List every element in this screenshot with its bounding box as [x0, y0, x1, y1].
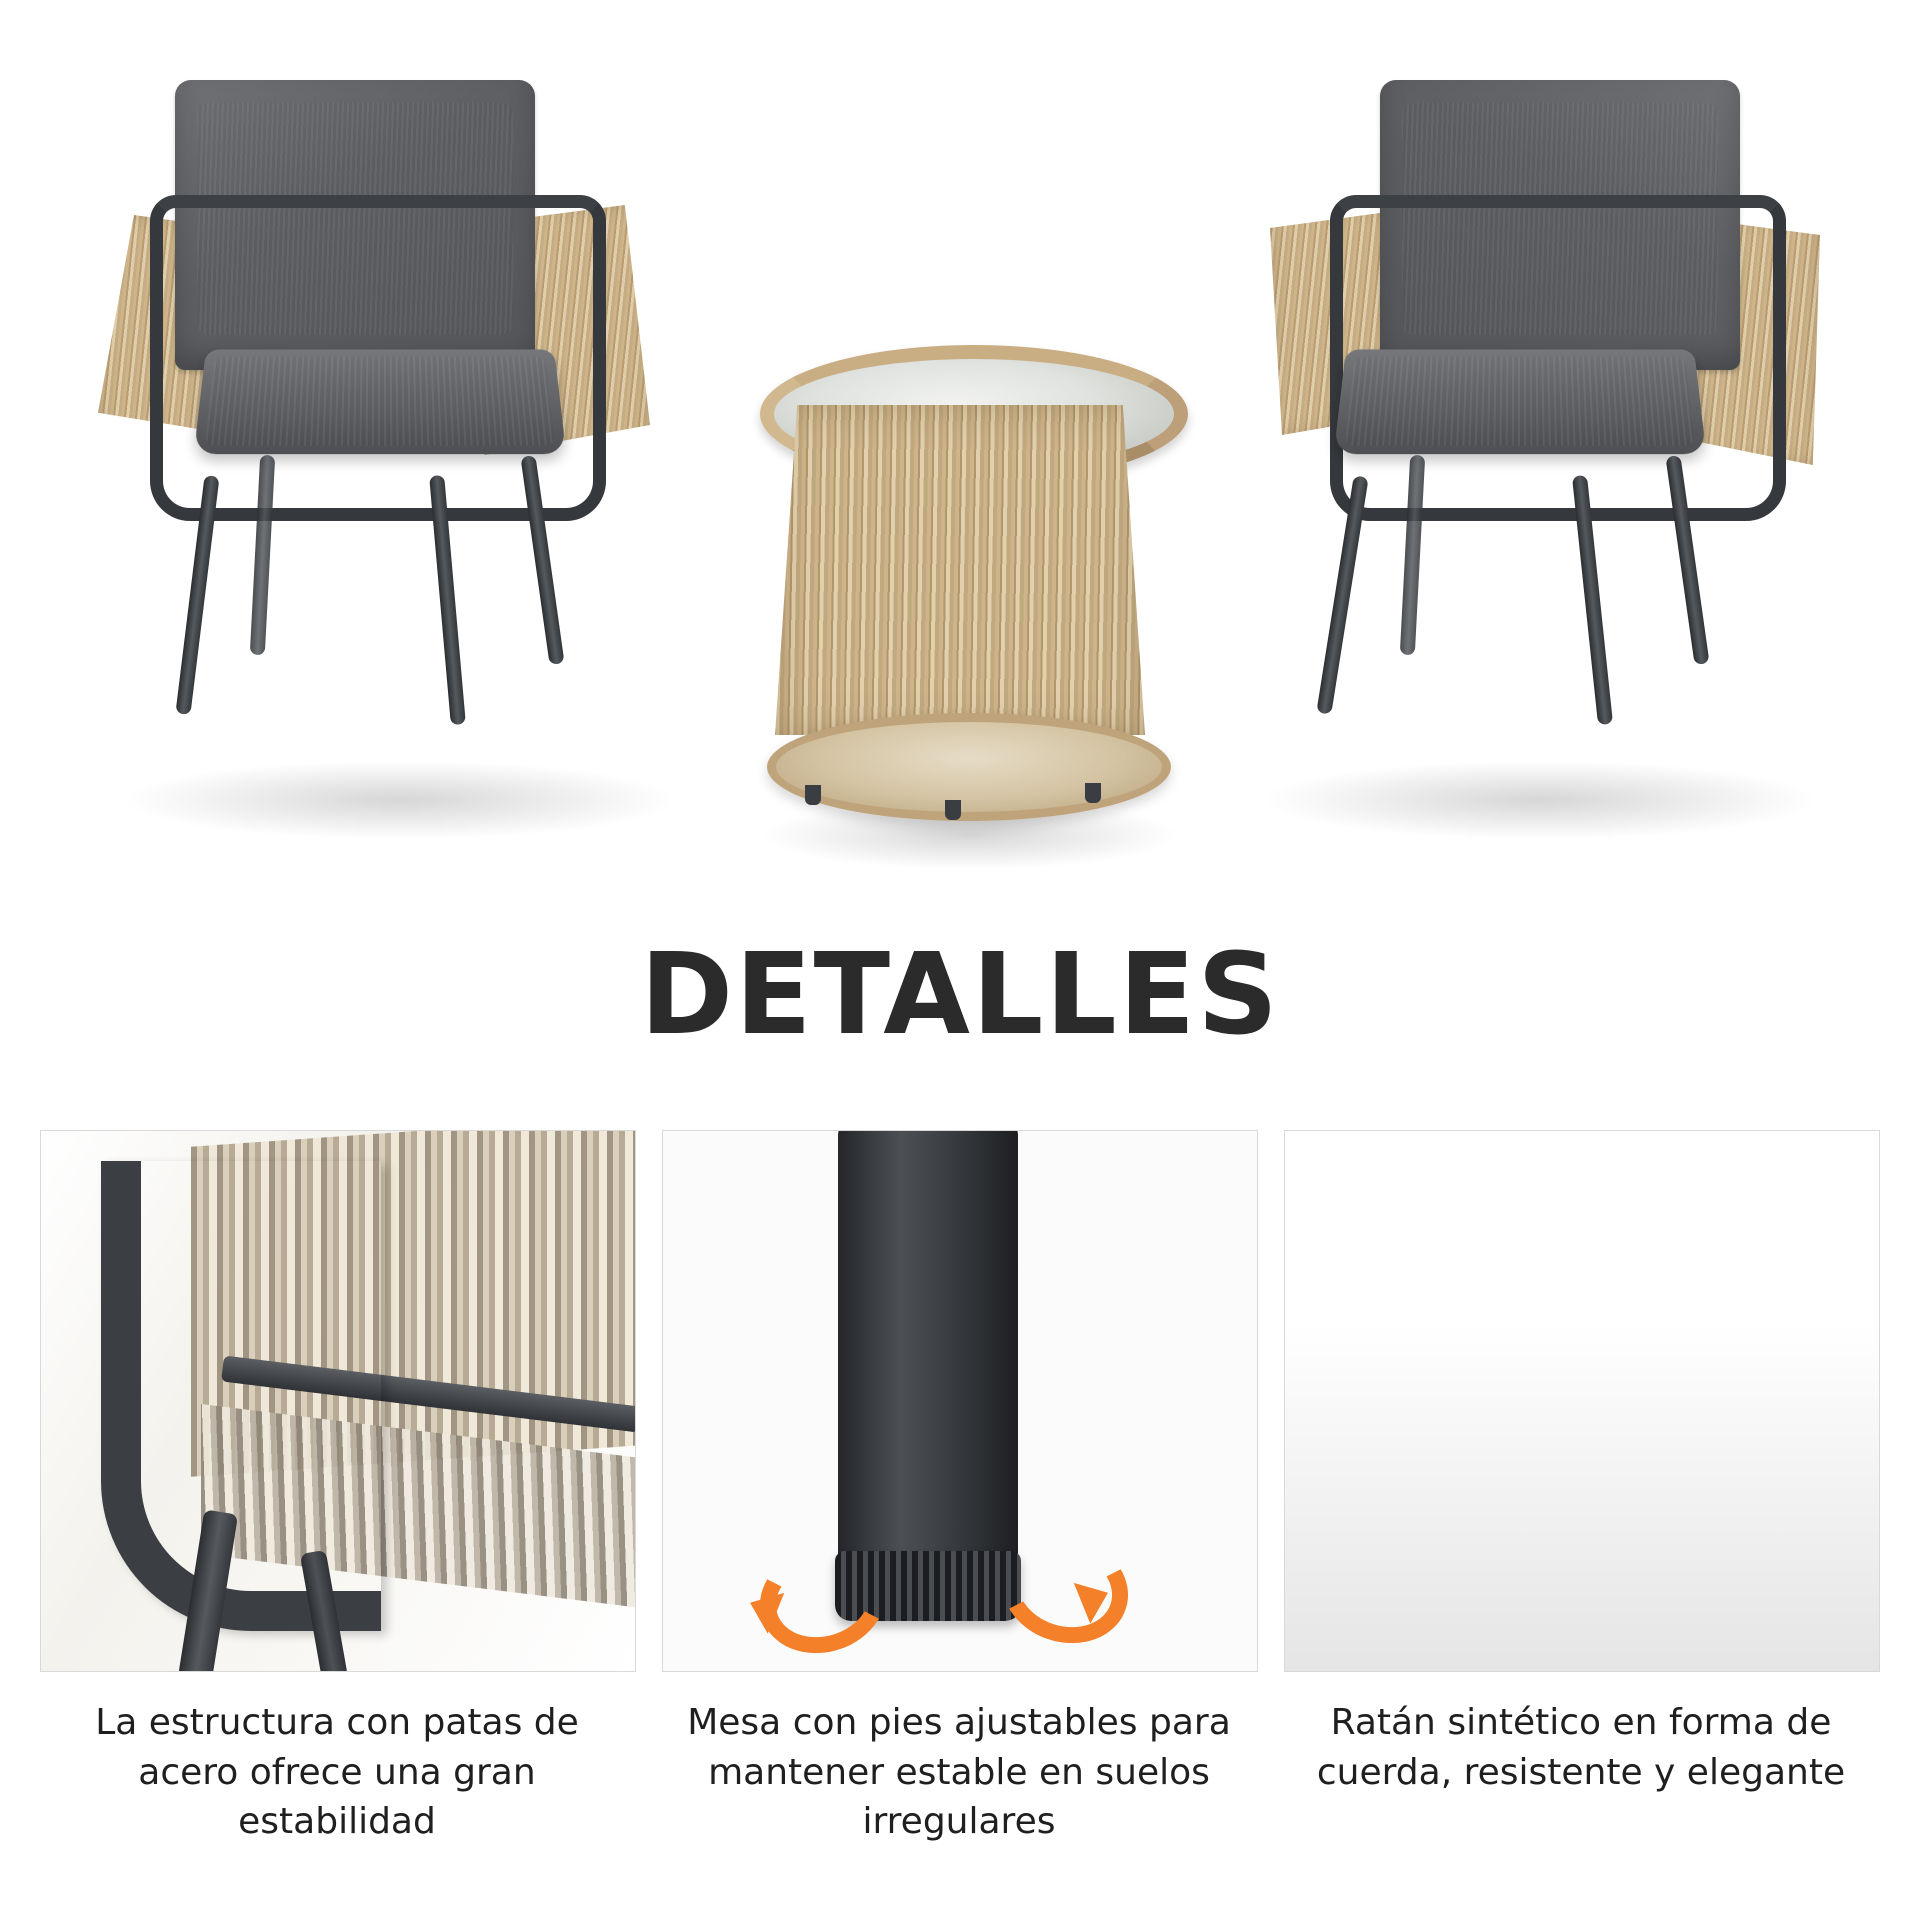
section-title: DETALLES [640, 930, 1280, 1060]
seat-cushion [194, 349, 567, 454]
detail-caption: Ratán sintético en forma de cuerda, resistente y elegante [1316, 1702, 1846, 1793]
hero-product-image [0, 0, 1920, 940]
table-leg-tube [838, 1130, 1018, 1571]
detail-caption: Mesa con pies ajustables para mantener estable en suelos irregulares [687, 1702, 1231, 1843]
side-table [745, 345, 1175, 865]
table-foot [945, 800, 961, 820]
detail-photo-steel-frame [40, 1130, 636, 1672]
texture-sheen [1285, 1131, 1879, 1671]
table-foot [805, 785, 821, 805]
table-base-shelf [767, 713, 1171, 821]
detail-caption: La estructura con patas de acero ofrece una gran estabilidad [95, 1702, 579, 1843]
table-rattan-body [775, 405, 1145, 735]
chair-leg [1316, 475, 1368, 714]
detail-card-ratan-sintetico [1284, 1130, 1878, 1847]
details-grid [40, 1130, 1880, 1847]
seat-cushion [1334, 349, 1707, 454]
detail-photo-adjustable-foot [662, 1130, 1258, 1672]
chair-left [80, 55, 680, 855]
table-foot [1085, 783, 1101, 803]
detail-card-pies-ajustables [662, 1130, 1256, 1847]
steel-arm-frame [101, 1161, 381, 1631]
detail-card-estructura-acero [40, 1130, 634, 1847]
chair-right [1240, 55, 1840, 855]
detail-photo-rope-texture [1284, 1130, 1880, 1672]
